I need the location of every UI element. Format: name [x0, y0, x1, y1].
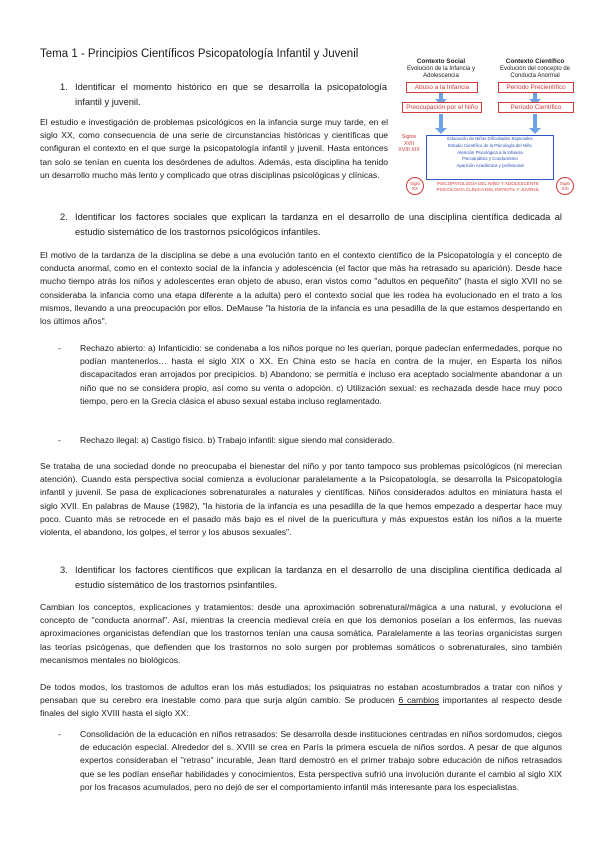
paragraph-social-factors: El motivo de la tardanza de la disciplina se debe a una evolución tanto en el contexto científico de la Psicopatología y el concepto de conducta anormal, como en el contexto social de la infancia y adolescencia (el factor que más ha retrasado su aparición). Desde hace mucho tiempo atrás los niños y adolescentes eran objeto de abuso, eran vistos como "adultos en pequeñito" (hasta el siglo XVII no se consideraba la infancia como una etapa diferente a la adulta) pero el contexto social que les rodea ha evolucionado en el trato a los mismos, llevando a una preocupación por ellos. DeMause "la historia de la infancia es una pesadilla de la que estamos despertando en los últimos años".: [40, 250, 562, 327]
developments-box: [426, 135, 554, 180]
discipline-line-2: PSICOLOGÍA CLÍNICA DEL INFANTIL Y JUVENIL: [436, 187, 540, 193]
bullet-dash: -: [58, 435, 61, 445]
bullet-dash: -: [58, 729, 61, 739]
paragraph-scientific-factors: Cambian los conceptos, explicaciones y tratamientos: desde una aproximación sobrenatural/mágica a una natural, y evoluciona el concepto de "conducta anormal". Así, mientras la creencia medieval creía en que los demonios poseían a los enfermos, las nuevas aproximaciones organicistas defendían que los trastornos tenían una causa somática. Paralelamente a las teorías organicistas surgen las teorías psicógenas, que defienden que los trastornos no solo surgen por problemas somáticos o sobrenaturales, sino también mecanismos mentales no biológicos.: [40, 602, 562, 665]
bullet-illegal-rejection: [58, 434, 562, 447]
question-text: Identificar los factores científicos que explican la tardanza en el desarrollo de una disciplina científica dedicada al estudio sistemático de los trastornos psinfantiles.: [75, 565, 562, 590]
discipline-result: [422, 181, 554, 193]
scientific-context-header: [492, 58, 578, 80]
arrow-down-icon: [439, 93, 443, 99]
arrow-down-icon: [439, 114, 443, 128]
scientific-context-subtitle: Evolución del concepto de Conducta Anormal: [499, 66, 571, 79]
paragraph-six-changes: [40, 681, 562, 721]
scientific-context-title: Contexto Científico: [505, 58, 565, 65]
page-title: Tema 1 - Principios Científicos Psicopatología Infantil y Juvenil: [40, 48, 359, 60]
bullet-text: Rechazo abierto: a) Infanticidio: se condenaba a los niños porque no les querían, porque padecían enfermedades, porque no podían mantenerlos… hasta el siglo XIX o XX. En China esto se hacía en contra de la mujer, en Esparta los niños discapacitados eran arrojados por precipicios. b) Abandono: se permitía e incluso era aceptado socialmente abandonar a un niño que no se considera propio, así como su venta o adopción. c) Utilización sexual: es rechazada desde hace muy poco tiempo, pero en la Grecia clásica el abuso sexual estaba incluso reglamentado.: [80, 343, 562, 406]
century-xx-badge: Siglo XX: [406, 177, 424, 195]
paragraph-society: Se trataba de una sociedad donde no preocupaba el bienestar del niño y por tanto tampoco sus problemas psicológicos (ni merecían atención). Cuando esta perspectiva social comienza a evolucionar paralelamente a la Psicopatología, se desarrolla la Psicopatología infantil y juvenil. Se pasa de explicaciones sobrenaturales a naturales y científicas. Niños considerados adultos en miniatura hasta el siglo XVII. En palabras de Mause (1982), "la historia de la infancia es una pesadilla de la que hemos empezado a despertar hace muy poco. Cuanto más se retrocede en el pasado más bajo es el nivel de la puericultura y más expuestos están los niños a la muerte violenta, el abandono, los golpes, el terror y los abusos sexuales".: [40, 461, 562, 538]
question-number: 1.: [60, 82, 68, 92]
century-xxi-badge: Siglo XXI: [556, 177, 574, 195]
bullet-text: Consolidación de la educación en niños retrasados: Se desarrolla desde instituciones centradas en niños sordomudos, ciegos de educación especial. Alrededor del s. XVIII se crea en París la primera escuela de niños sordos. A pesar de que algunos expertos consideraban el "retraso" incurable, Jean Itard demostró en el primer trabajo sobre educación de niños retrasados que se les podían enseñar habilidades y conocimientos. Esta perspectiva sufrió una involución durante el cambio al siglo XIX por los fracasos acumulados, pero no dejó de ser el comportamiento infantil más interesante para los especialistas.: [80, 729, 562, 792]
question-1: [60, 80, 387, 110]
question-text: Identificar el momento histórico en que se desarrolla la psicopatología infantil y juvenil.: [75, 82, 387, 107]
abuse-box: Abuso a la Infancia: [406, 82, 478, 93]
paragraph-intro: El estudio e investigación de problemas psicológicos en la infancia surge muy tarde, en el siglo XX, como consecuencia de una serie de circunstancias históricas y científicas que configuran el contexto en el que surge la psicopatología infantil y juvenil. Hasta entonces tan solo se tenían en cuenta los desórdenes de adultos. Además, esta disciplina ha tenido un desarrollo mucho más lento y complicado que otras disciplinas psicológicas y clínicas.: [40, 117, 388, 180]
paragraph-text: importantes al respecto desde finales del siglo XVIII hasta el siglo XX:: [40, 695, 562, 719]
bullet-special-education: [58, 728, 562, 794]
development-line: Atención Psicológica a la Infancia: [457, 149, 523, 155]
prescientific-box: Período Precientífico: [498, 82, 574, 93]
scientific-period-box: Período Científico: [498, 102, 574, 113]
social-context-title: Contexto Social: [416, 58, 466, 65]
bullet-dash: -: [58, 343, 61, 353]
question-2: [60, 210, 562, 240]
development-line: Estudio Científico de la Psicología del Niño: [448, 142, 532, 148]
question-3: [60, 563, 562, 593]
development-line: Aparición Académica y profesional: [456, 163, 524, 169]
question-text: Identificar los factores sociales que explican la tardanza en el desarrollo de una disciplina científica dedicada al estudio sistemático de los trastornos psicológicos infantiles.: [75, 212, 562, 237]
development-line: Educación de Niños Dificultades Especiales: [447, 136, 533, 141]
history-diagram: [396, 58, 580, 198]
arrow-down-icon: [533, 114, 537, 128]
six-changes-emphasis: 6 cambios: [398, 695, 439, 706]
concern-box: Preocupación por el Niño: [402, 102, 482, 113]
social-context-header: [400, 58, 482, 80]
question-number: 2.: [60, 212, 68, 222]
paragraph-text: De todos modos, los trastornos de adultos eran los más estudiados; los psiquiatras no estaban acostumbrados a tratar con niños y pensaban que su cerebro era inestable como para que surja algún cambio. Se producen: [40, 682, 562, 706]
question-number: 3.: [60, 565, 68, 575]
centuries-label: Siglos XVII XVIII XIX: [398, 134, 420, 153]
bullet-open-rejection: [58, 342, 562, 408]
arrow-down-icon: [533, 93, 537, 99]
discipline-line-1: PSICOPATOLOGÍA DEL NIÑO Y ADOLESCENTE: [436, 181, 540, 186]
development-line: Psicoanálisis y Conductismo: [462, 156, 518, 162]
social-context-subtitle: Evolución de la Infancia y Adolescencia: [406, 66, 476, 79]
bullet-text: Rechazo ilegal: a) Castigo físico. b) Trabajo infantil: sigue siendo mal considerado.: [80, 435, 395, 445]
